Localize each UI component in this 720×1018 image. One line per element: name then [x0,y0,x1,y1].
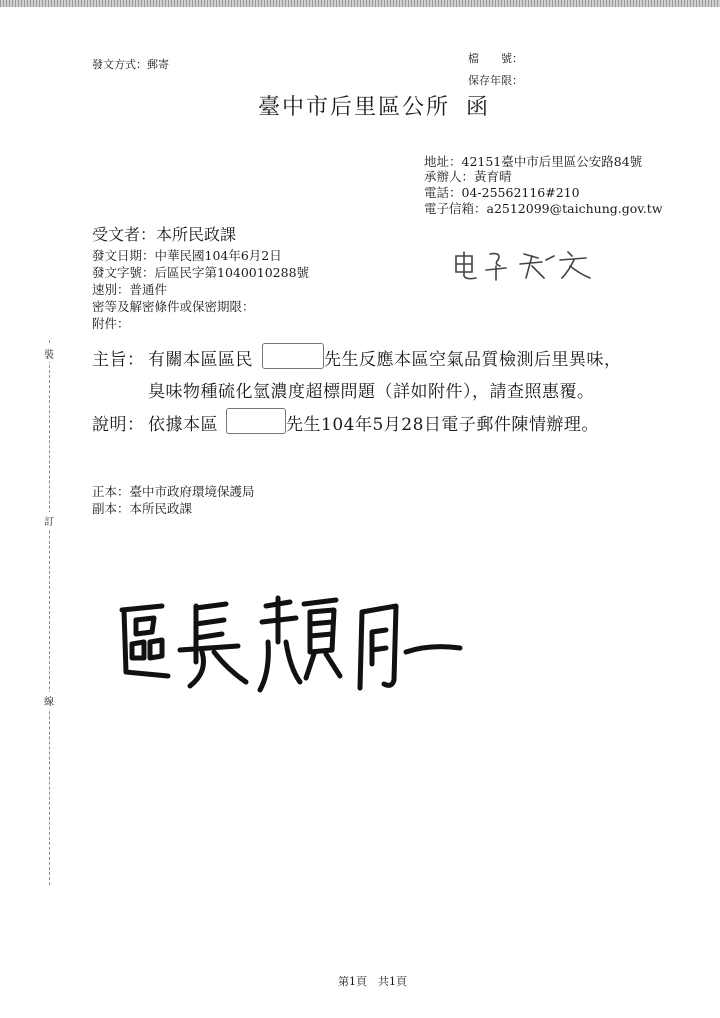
redacted-name [262,343,324,369]
send-method: 發文方式：郵寄 [92,58,169,71]
explanation-text-a: 依據本區 [148,415,218,435]
binding-char-2: 訂 [44,512,54,529]
issue-date: 發文日期：中華民國104年6月2日 [92,248,282,263]
recipient: 受文者：本所民政課 [92,225,237,244]
subject-label: 主旨： [92,350,145,370]
binding-line [49,340,50,885]
page-footer: 第1頁 共1頁 [338,975,407,988]
subject-line1-a: 有關本區區民 [148,350,253,370]
binding-char-3: 線 [44,692,54,709]
binding-char-1: 裝 [44,345,54,362]
attachment: 附件： [92,316,130,331]
explanation-label: 說明： [92,415,145,435]
speed: 速別：普通件 [92,282,168,297]
phone: 電話：04-25562116#210 [424,185,580,200]
subject-line1-b: 先生反應本區空氣品質檢測后里異味， [324,350,622,370]
org-title: 臺中市后里區公所 [258,95,451,120]
retention-period: 保存年限： [468,74,523,87]
doc-number: 發文字號：后區民字第1040010288號 [92,265,310,280]
redacted-name [226,408,286,434]
director-signature [110,592,470,702]
file-number: 檔 號： [468,52,523,65]
scan-top-band [0,0,720,7]
handler: 承辦人：黃育晴 [424,169,512,184]
e-document-handwriting [450,248,600,284]
address: 地址：42151臺中市后里區公安路84號 [424,154,643,169]
original-recipient: 正本：臺中市政府環境保護局 [92,484,255,499]
copy-recipient: 副本：本所民政課 [92,501,193,516]
secrecy: 密等及解密條件或保密期限： [92,299,255,314]
doc-type: 函 [466,95,491,120]
email: 電子信箱：a2512099@taichung.gov.tw [424,201,663,216]
explanation-text-b: 先生104年5月28日電子郵件陳情辦理。 [286,415,599,435]
subject-line2: 臭味物種硫化氫濃度超標問題（詳如附件），請查照惠覆。 [148,382,595,402]
